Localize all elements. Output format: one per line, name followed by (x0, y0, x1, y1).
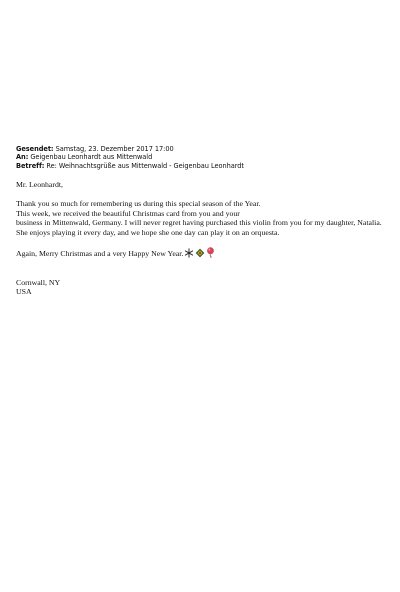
sent-value: Samstag, 23. Dezember 2017 17:00 (55, 145, 174, 153)
greeting: Mr. Leonhardt, (16, 180, 63, 189)
balloon-icon (206, 247, 215, 258)
paragraph-line-4: She enjoys playing it every day, and we hope she one day can play it on an orquesta. (16, 227, 280, 237)
closing-line (16, 247, 392, 259)
email-body (16, 180, 392, 297)
to-row (16, 153, 388, 161)
email-header (16, 145, 388, 170)
snowflake-icon (184, 248, 194, 258)
to-label: An: (16, 153, 29, 162)
paragraph-line-2: This week, we received the beautiful Christmas card from you and your (16, 208, 240, 218)
to-value: Geigenbau Leonhardt aus Mittenwald (30, 153, 153, 162)
signature-country: USA (16, 287, 32, 297)
subject-row (16, 162, 388, 170)
subject-value: Re: Weihnachtsgrüße aus Mittenwald - Geigenbau Leonhardt (46, 161, 244, 170)
closing-text: Again, Merry Christmas and a very Happy New Year. (16, 249, 184, 259)
christmas-ornament-icon (195, 248, 205, 258)
signature-city: Cornwall, NY (16, 277, 61, 287)
paragraph-line-3: business in Mittenwald, Germany. I will never regret having purchased this violin from you for my daughter, Natalia. (16, 218, 382, 228)
sent-row (16, 145, 388, 153)
subject-label: Betreff: (16, 161, 45, 170)
paragraph-line-1: Thank you so much for remembering us during this special season of the Year. (16, 199, 261, 209)
sent-label: Gesendet: (16, 145, 54, 153)
